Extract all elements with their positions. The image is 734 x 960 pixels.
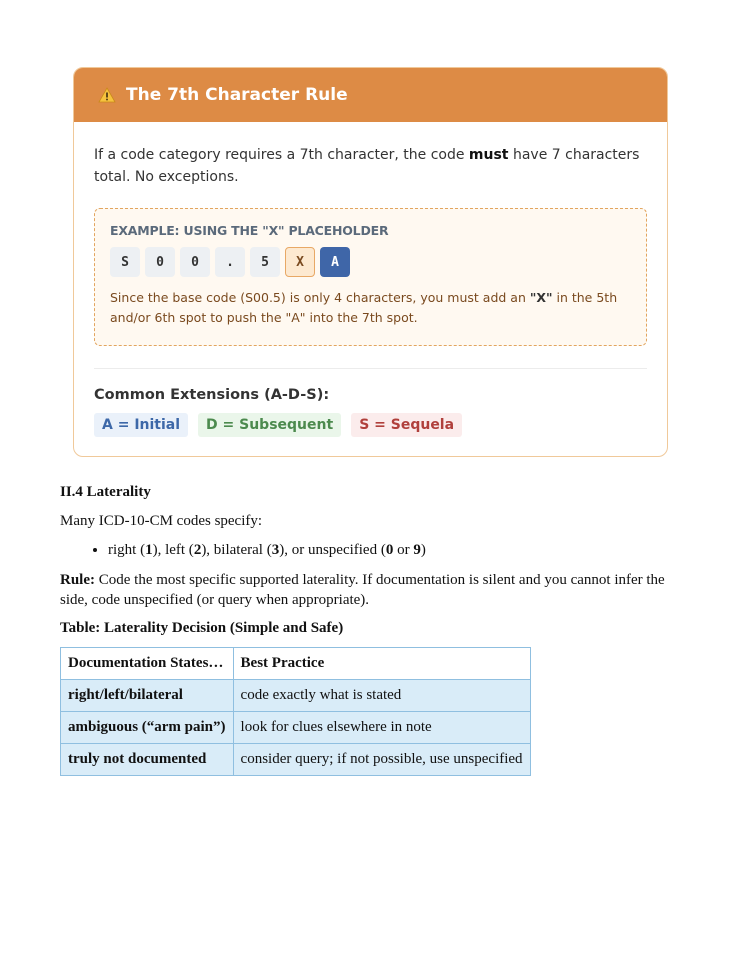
extension-badge-subsequent: D = Subsequent: [198, 413, 341, 437]
placeholder-cell: X: [285, 247, 315, 277]
seventh-character-cell: A: [320, 247, 350, 277]
callout-title: The 7th Character Rule: [126, 85, 348, 105]
table-cell: look for clues elsewhere in note: [233, 712, 530, 744]
table-cell: ambiguous (“arm pain”): [61, 712, 234, 744]
code-cell: 5: [250, 247, 280, 277]
extensions-title: Common Extensions (A-D-S):: [94, 387, 330, 403]
table-row: [61, 680, 531, 712]
table-cell: consider query; if not possible, use unspecified: [233, 744, 530, 776]
extensions-row: [94, 413, 647, 437]
laterality-table: [60, 647, 531, 776]
table-row: [61, 712, 531, 744]
extension-badge-initial: A = Initial: [94, 413, 188, 437]
code-cell: 0: [145, 247, 175, 277]
warning-icon: [98, 85, 118, 105]
table-cell: code exactly what is stated: [233, 680, 530, 712]
callout-intro: If a code category requires a 7th character, the code must have 7 characters total. No exceptions.: [94, 147, 640, 185]
seventh-character-callout: [73, 67, 668, 457]
table-cell: right/left/bilateral: [61, 680, 234, 712]
rule-paragraph: Rule: Code the most specific supported laterality. If documentation is silent and you cannot infer the side, code unspecified (or query when appropriate).: [60, 572, 665, 608]
callout-header: [74, 68, 667, 122]
example-note: Since the base code (S00.5) is only 4 characters, you must add an "X" in the 5th and/or 6th spot to push the "A" into the 7th spot.: [110, 290, 618, 325]
column-header: Best Practice: [233, 648, 530, 680]
table-title: Table: Laterality Decision (Simple and Safe): [60, 620, 344, 636]
laterality-section: [60, 484, 690, 776]
section-heading: II.4 Laterality: [60, 484, 151, 500]
column-header: Documentation States…: [61, 648, 234, 680]
code-character-row: [110, 247, 631, 277]
code-cell: .: [215, 247, 245, 277]
bullet-list: [60, 541, 690, 560]
list-item: • right (1), left (2), bilateral (3), or unspecified (0 or 9): [108, 541, 690, 560]
extension-badge-sequela: S = Sequela: [351, 413, 462, 437]
divider: [94, 368, 647, 369]
section-intro: Many ICD-10-CM codes specify:: [60, 513, 263, 529]
table-header-row: [61, 648, 531, 680]
example-box: [94, 208, 647, 346]
code-cell: S: [110, 247, 140, 277]
table-row: [61, 744, 531, 776]
example-label: EXAMPLE: USING THE "X" PLACEHOLDER: [110, 223, 389, 238]
table-cell: truly not documented: [61, 744, 234, 776]
code-cell: 0: [180, 247, 210, 277]
